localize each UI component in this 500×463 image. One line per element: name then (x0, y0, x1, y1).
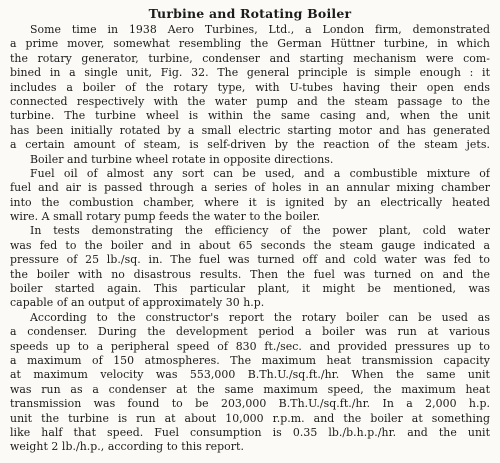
text-line: fuel and air is passed through a series of holes in an annular mixing chamber (10, 181, 490, 195)
text-line: has been initially rotated by a small electric starting motor and has generated (10, 123, 490, 137)
text-line: weight 2 lb./h.p., according to this report. (10, 440, 244, 454)
text-line: bined in a single unit, Fig. 32. The general principle is simple enough : it (10, 66, 490, 80)
article-body (10, 23, 490, 455)
text-line: According to the constructor's report the rotary boiler can be used as (30, 310, 490, 324)
text-line: transmission was found to be 203,000 B.Th.U./sq.ft./hr. In a 2,000 h.p. (10, 397, 490, 411)
text-line: like half that speed. Fuel consumption is 0.35 lb./b.h.p./hr. and the unit (10, 425, 490, 439)
text-line: pressure of 25 lb./sq. in. The fuel was turned off and cold water was fed to (10, 253, 490, 267)
text-line: unit the turbine is run at about 10,000 r.p.m. and the boiler at something (10, 411, 490, 425)
text-line: connected respectively with the water pump and the steam passage to the (10, 94, 490, 108)
text-line: includes a boiler of the rotary type, with U-tubes having their open ends (10, 80, 490, 94)
text-line: was run as a condenser at the same maximum speed, the maximum heat (10, 382, 490, 396)
text-line: Fuel oil of almost any sort can be used, and a combustible mixture of (30, 166, 490, 180)
text-line: speeds up to a peripheral speed of 830 ft./sec. and provided pressures up to (10, 339, 490, 353)
text-line: was fed to the boiler and in about 65 seconds the steam gauge indicated a (10, 238, 490, 252)
text-line: capable of an output of approximately 30 h.p. (10, 296, 265, 310)
text-line: boiler started again. This particular plant, it might be mentioned, was (10, 282, 490, 296)
text-line: the rotary generator, turbine, condenser and starting mechanism were com- (10, 51, 490, 65)
text-line: In tests demonstrating the efficiency of the power plant, cold water (30, 224, 490, 238)
text-line: into the combustion chamber, where it is ignited by an electrically heated (10, 195, 490, 209)
text-line: a condenser. During the development period a boiler was run at various (10, 325, 490, 339)
text-line: turbine. The turbine wheel is within the same casing and, when the unit (10, 109, 490, 123)
text-line: a certain amount of steam, is self-driven by the reaction of the steam jets. (10, 138, 490, 152)
article-title: Turbine and Rotating Boiler (148, 6, 352, 21)
text-line: a maximum of 150 atmospheres. The maximum heat transmission capacity (10, 353, 490, 367)
text-line: at maximum velocity was 553,000 B.Th.U./sq.ft./hr. When the same unit (10, 368, 490, 382)
text-line: Boiler and turbine wheel rotate in opposite directions. (30, 152, 334, 166)
text-line: a prime mover, somewhat resembling the German Hüttner turbine, in which (10, 37, 490, 51)
text-line: wire. A small rotary pump feeds the water to the boiler. (10, 210, 321, 224)
text-line: the boiler with no disastrous results. Then the fuel was turned on and the (10, 267, 490, 281)
text-line: Some time in 1938 Aero Turbines, Ltd., a London firm, demonstrated (30, 23, 490, 36)
